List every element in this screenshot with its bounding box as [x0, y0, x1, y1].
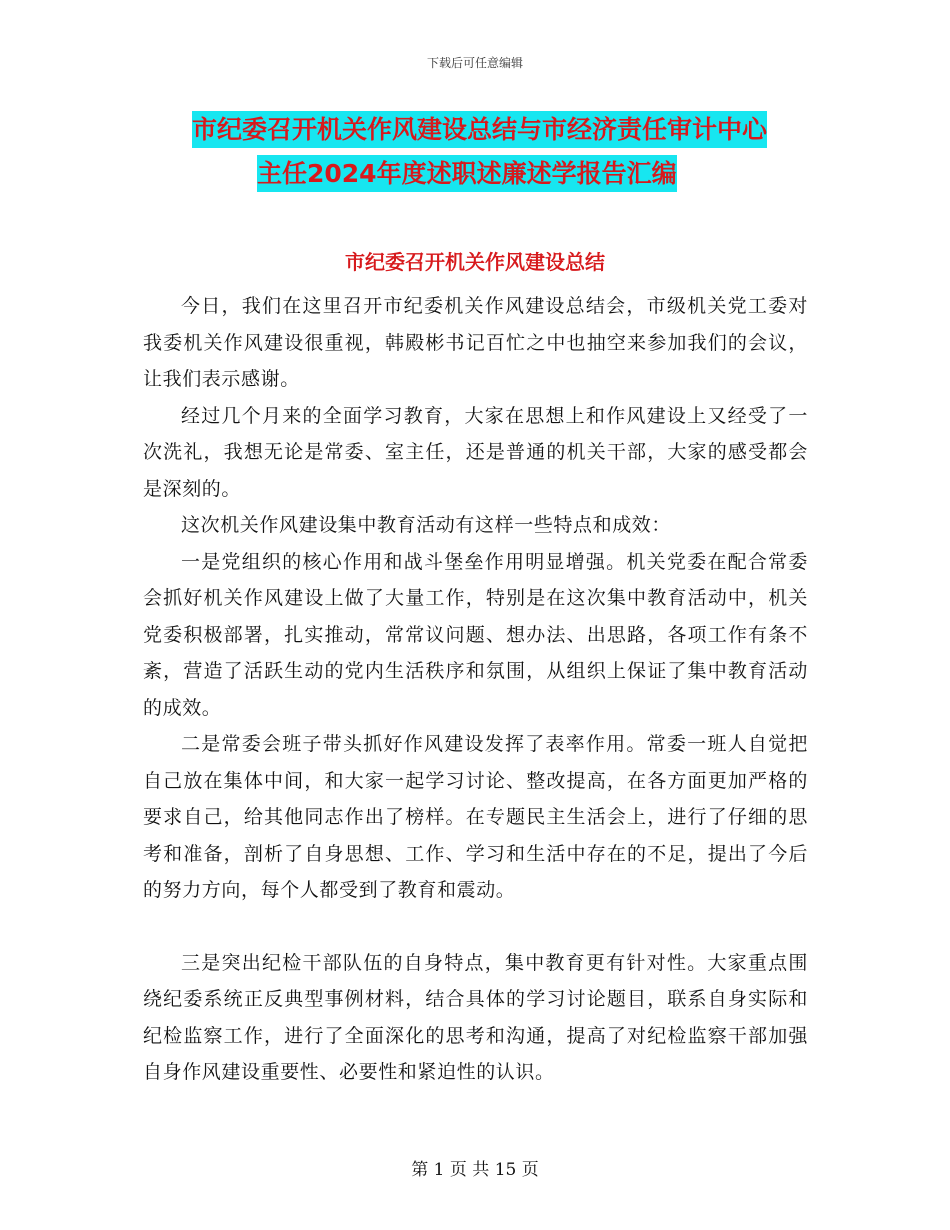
paragraph: 二是常委会班子带头抓好作风建设发挥了表率作用。常委一班人自觉把自己放在集体中间，和大家一起学习讨论、整改提高，在各方面更加严格的要求自己，给其他同志作出了榜样。在专题民主生活会上，进行了仔细的思考和准备，剖析了自身思想、工作、学习和生活中存在的不足，提出了今后的努力方向，每个人都受到了教育和震动。 — [143, 733, 808, 901]
document-title-line-1 — [192, 106, 862, 154]
paragraph: 一是党组织的核心作用和战斗堡垒作用明显增强。机关党委在配合常委会抓好机关作风建设上做了大量工作，特别是在这次集中教育活动中，机关党委积极部署，扎实推动，常常议问题、想办法、出思路，各项工作有条不紊，营造了活跃生动的党内生活秩序和氛围，从组织上保证了集中教育活动的成效。 — [143, 550, 808, 719]
paragraph: 三是突出纪检干部队伍的自身特点，集中教育更有针对性。大家重点围绕纪委系统正反典型事例材料，结合具体的学习讨论题目，联系自身实际和纪检监察工作，进行了全面深化的思考和沟通，提高了对纪检监察干部加强自身作风建设重要性、必要性和紧迫性的认识。 — [143, 951, 808, 1083]
section-title: 市纪委召开机关作风建设总结 — [345, 250, 605, 274]
paragraph: 这次机关作风建设集中教育活动有这样一些特点和成效： — [181, 514, 672, 536]
header-note: 下载后可任意编辑 — [426, 56, 523, 70]
title-line-1-text: 市纪委召开机关作风建设总结与市经济责任审计中心 — [192, 111, 767, 148]
document-title-line-2 — [257, 150, 927, 198]
title-line-2-text: 主任2024年度述职述廉述学报告汇编 — [257, 155, 677, 192]
page-footer: 第 1 页 共 15 页 — [411, 1160, 539, 1180]
document-body — [143, 288, 808, 1091]
paragraph: 今日，我们在这里召开市纪委机关作风建设总结会，市级机关党工委对我委机关作风建设很重视，韩殿彬书记百忙之中也抽空来参加我们的会议，让我们表示感谢。 — [143, 295, 808, 390]
paragraph: 经过几个月来的全面学习教育，大家在思想上和作风建设上又经受了一次洗礼，我想无论是常委、室主任，还是普通的机关干部，大家的感受都会是深刻的。 — [143, 404, 808, 500]
